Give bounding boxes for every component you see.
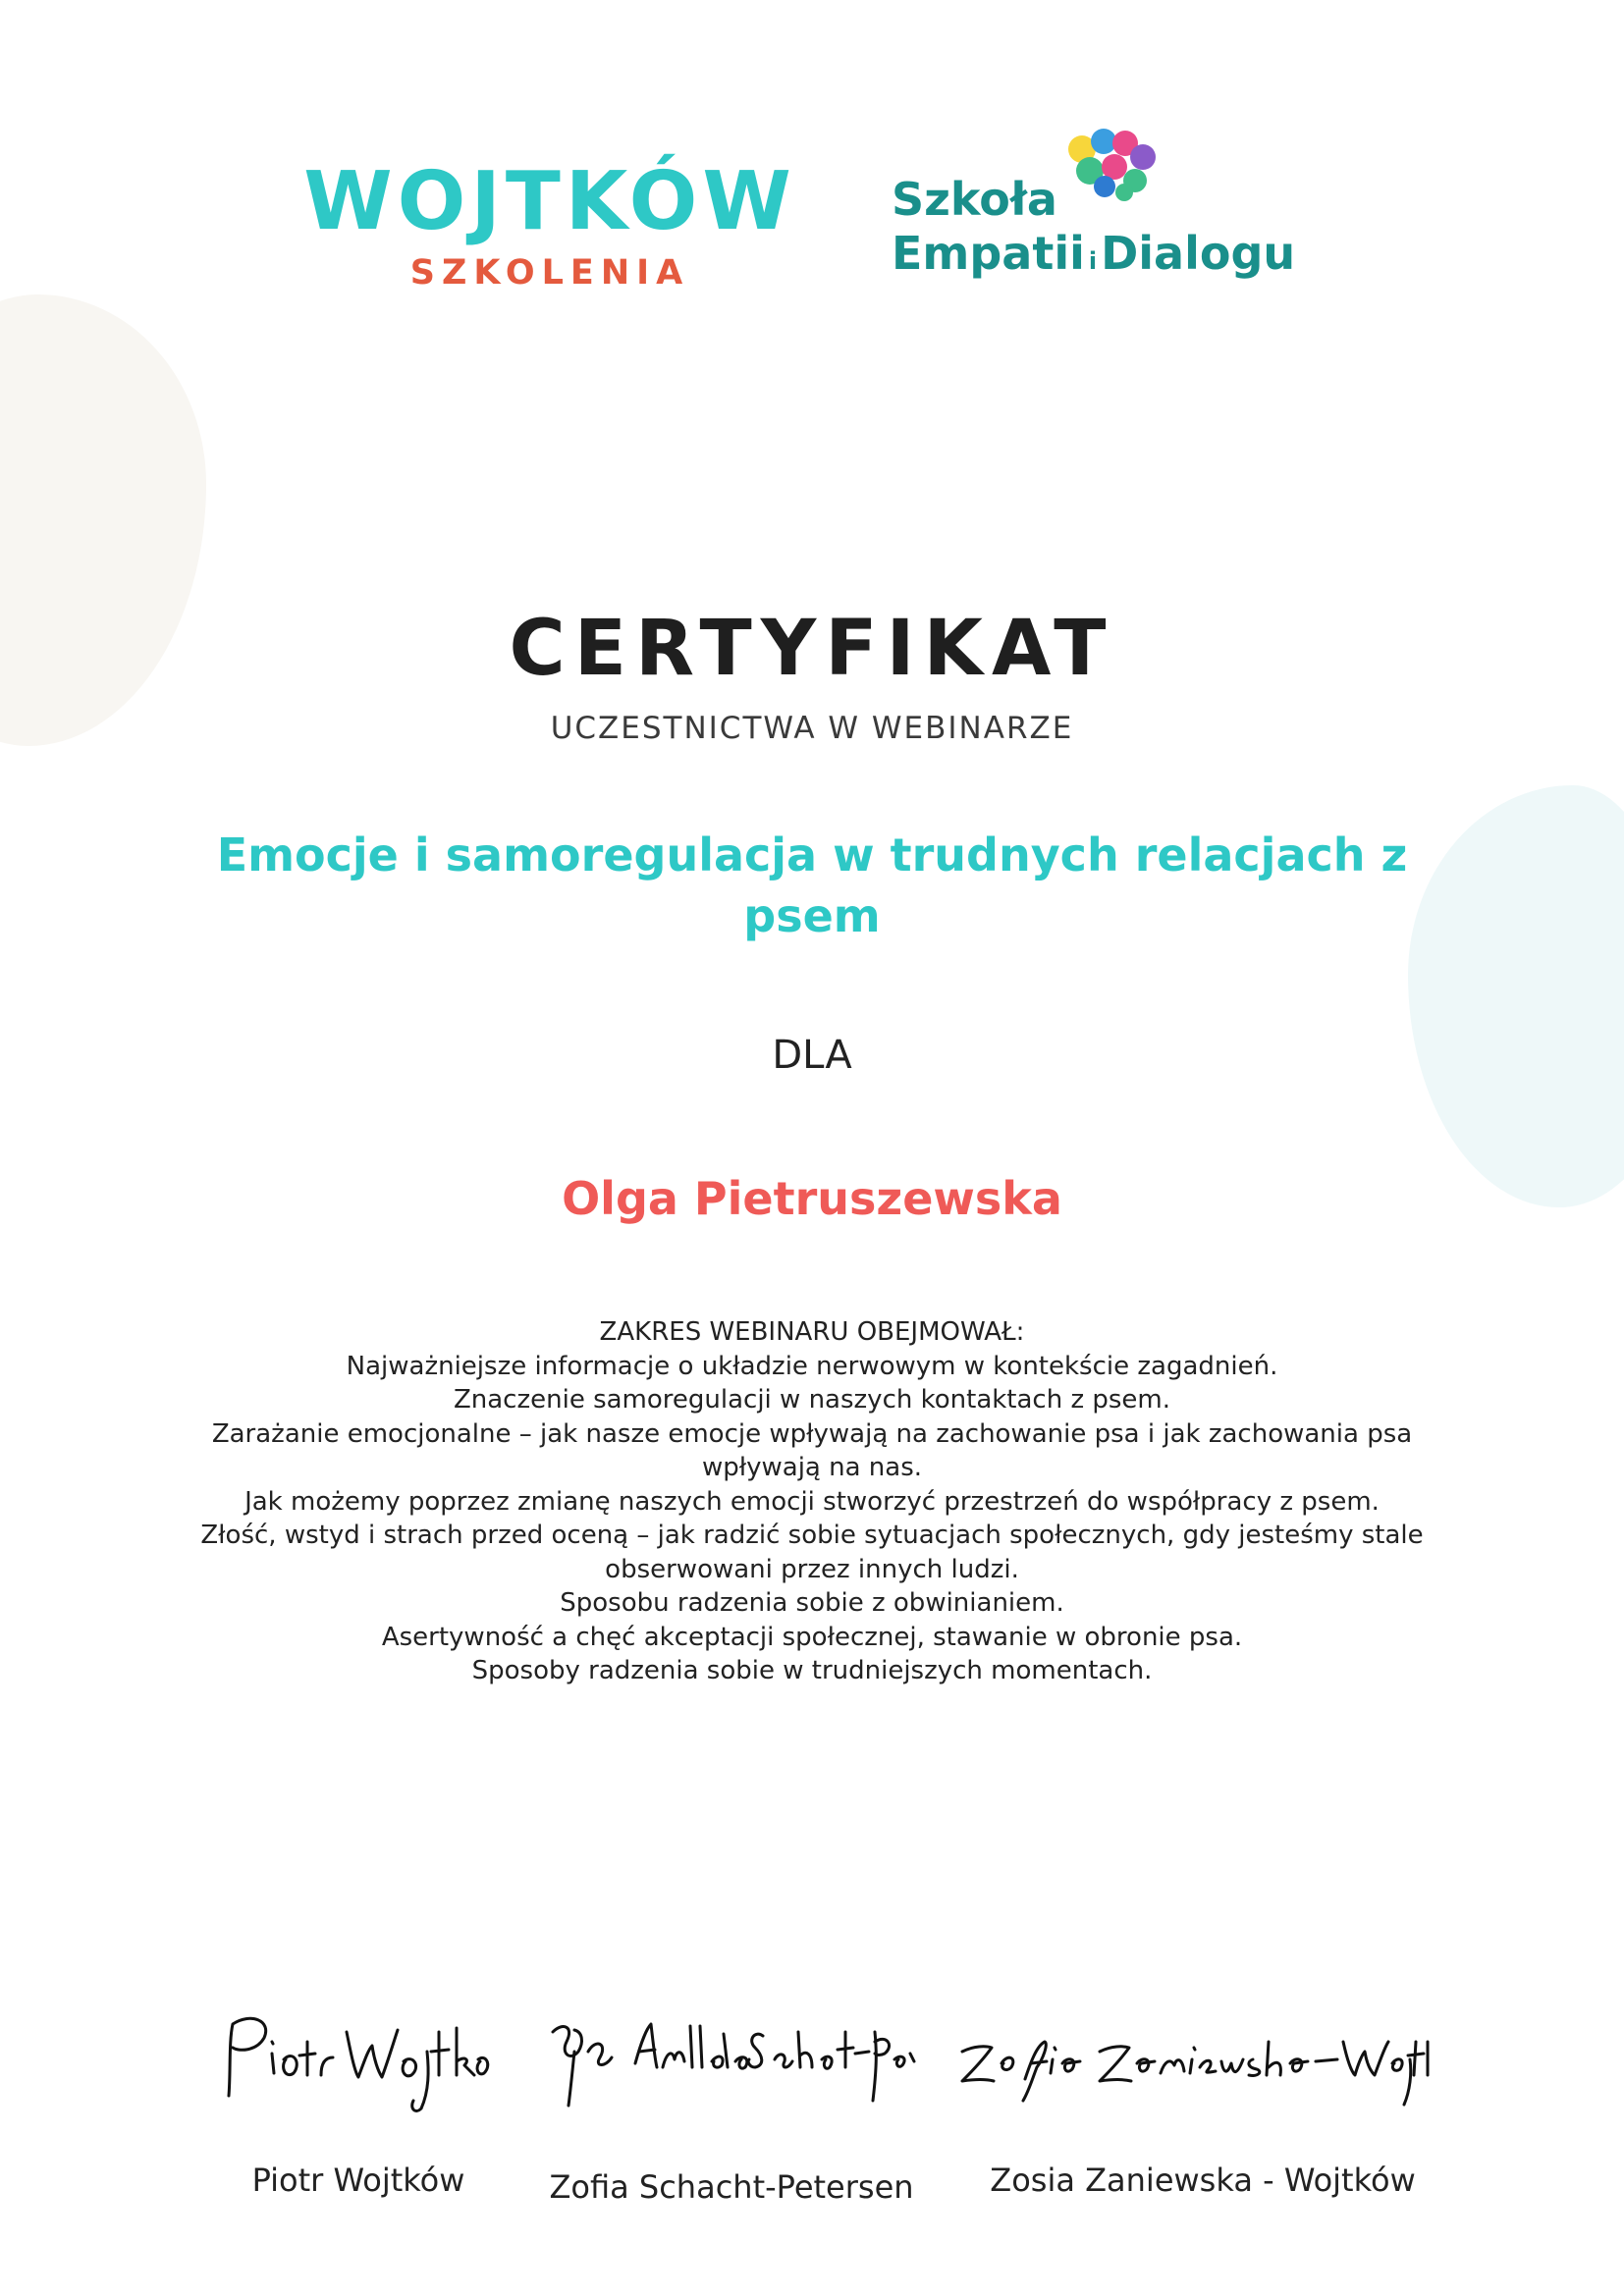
scope-line: Asertywność a chęć akceptacji społecznej, stawanie w obronie psa. [381, 1622, 1243, 1652]
scope-heading: ZAKRES WEBINARU OBEJMOWAŁ: [599, 1317, 1025, 1347]
signature-piotr-wojtkow [211, 2002, 496, 2120]
scope-line: Zarażanie emocjonalne – jak nasze emocje wpływają na zachowanie psa i jak zachowania psa [211, 1418, 1413, 1449]
scope-line: wpływają na nas. [701, 1453, 923, 1482]
szkola-empatii-logo [892, 128, 1304, 294]
scope-line: Sposobu radzenia sobie z obwinianiem. [560, 1588, 1064, 1618]
scope-line: obserwowani przez innych ludzi. [605, 1554, 1019, 1584]
recipient-name: Olga Pietruszewska [562, 1172, 1062, 1225]
certificate-subtitle: UCZESTNICTWA W WEBINARZE [550, 711, 1074, 746]
scope-line: Złość, wstyd i strach przed oceną – jak radzić sobie sytuacjach społecznych, gdy jesteśmy stale [200, 1521, 1424, 1550]
puzzle-brain-icon [1060, 128, 1164, 206]
scope-line: Jak możemy poprzez zmianę naszych emocji stworzyć przestrzeń do współpracy z psem. [244, 1486, 1380, 1517]
scope-line: Najważniejsze informacje o układzie nerwowym w kontekście zagadnień. [346, 1351, 1278, 1381]
szkola-logo-dialogu: Dialogu [1101, 227, 1296, 280]
wojtkow-logo-text: WOJTKÓW [303, 155, 796, 248]
signature-zofia-schacht-petersen [545, 2002, 918, 2120]
webinar-title [177, 825, 1447, 946]
scope-line: Sposoby radzenia sobie w trudniejszych momentach. [471, 1656, 1153, 1685]
szkolenia-logo-text: SZKOLENIA [409, 253, 690, 293]
szkola-logo-i: i [1088, 247, 1098, 275]
wojtkow-szkolenia-logo [290, 155, 810, 293]
scope-line: Znaczenie samoregulacji w naszych kontaktach z psem. [453, 1385, 1171, 1415]
szkola-logo-empatii: Empatii [892, 227, 1085, 280]
signer-name: Piotr Wojtków [251, 2162, 465, 2199]
webinar-title-line1: Emocje i samoregulacja w trudnych relacjach z [216, 828, 1408, 881]
signer-name: Zosia Zaniewska - Wojtków [990, 2162, 1416, 2199]
webinar-scope [147, 1315, 1477, 1688]
signer-name: Zofia Schacht-Petersen [549, 2168, 914, 2206]
webinar-title-line2: psem [743, 889, 881, 942]
szkola-logo-line1: Szkoła [892, 173, 1057, 226]
szkola-logo-line2 [892, 227, 1296, 280]
for-label: DLA [772, 1033, 852, 1078]
certificate-title: CERTYFIKAT [509, 605, 1115, 693]
signature-zosia-zaniewska-wojtkow [952, 2002, 1434, 2120]
